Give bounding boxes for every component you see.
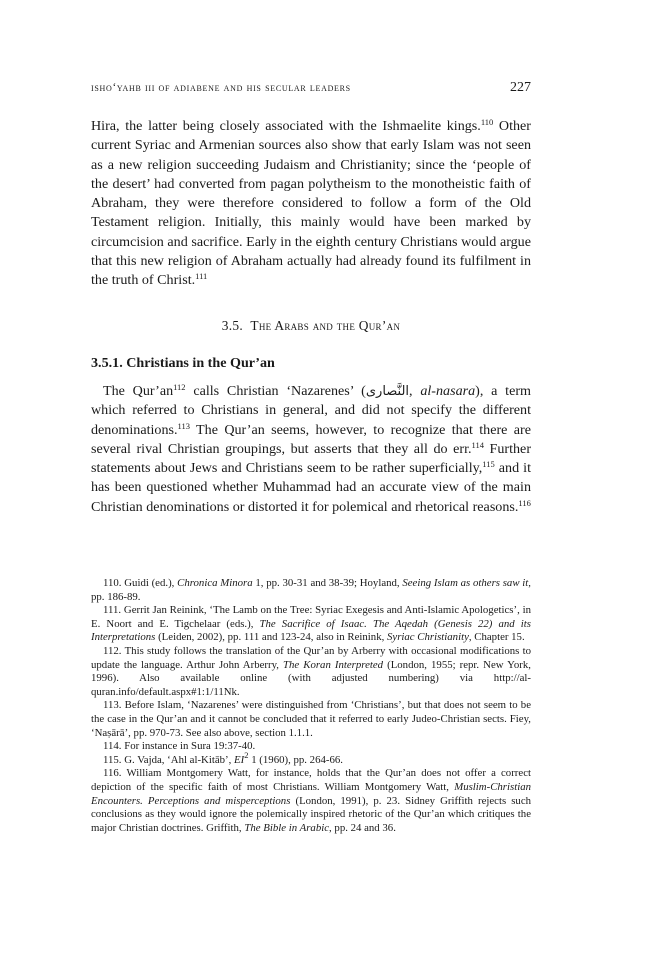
footnote-116: 116. William Montgomery Watt, for instance, holds that the Qur’an does not offer a correct depiction of the specific faith of most Christians. William Montgomery Watt, Muslim-Christian Encounters. Perceptions and misperceptions (London, 1991), p. 23. Sidney Griffith rejects such conclusions as they would ignore the polemically inspired rhetoric of the Qur’an which critiques the major Christian doctrines. Griffith, The Bible in Arabic, pp. 24 and 36. [91, 767, 532, 834]
footnote-115: 115. G. Vajda, ‘Ahl al-Kitāb’, $EI^2$ 1 (1960), pp. 264-66. [103, 749, 343, 766]
footnote-ref-116[interactable]: 116 [518, 497, 531, 508]
footnote-ref-112[interactable]: 112 [173, 382, 186, 392]
page-number: 227 [510, 80, 531, 95]
footnotes [91, 577, 531, 835]
footnote-110: 110. Guidi (ed.), Chronica Minora 1, pp. 30-31 and 38-39; Hoyland, Seeing Islam as others saw it, pp. 186-89. [91, 577, 531, 603]
footnote-ref-110[interactable]: 110 [480, 117, 494, 127]
section-title: The Arabs and the Qur’an [250, 318, 401, 333]
footnote-113: 113. Before Islam, ‘Nazarenes’ were distinguished from ‘Christians’, but that does not seem to be the case in the Qur’an and it cannot be concluded that it referred to early Judeo-Christian sects. Fiey, ‘Naṣārā’, pp. 970-73. See also above, section 1.1.1. [91, 699, 531, 739]
body-paragraph-1: Hira, the latter being closely associated with the Ishmaelite kings.$^{110}$ Other current Syriac and Armenian sources also show that early Islam was not seen as a new religion succeeding Judaism and Christianity; since the ‘people of the desert’ had converted from pagan polytheism to the monotheistic faith of Abraham, they were therefore considered to follow a form of the Old Testament religion. Initially, this mainly would have been marked by circumcision and sacrifice. Early in the eighth century Christians would argue that this new religion of Abraham actually had already found its fulfilment in the truth of Christ.$^{111}$ [91, 117, 531, 289]
subsection-heading: 3.5.1. Christians in the Qur’an [91, 355, 275, 371]
footnote-112: 112. This study follows the translation of the Qur’an by Arberry with occasional modifications to update the language. Arthur John Arberry, The Koran Interpreted (London, 1955; repr. New York, 1996). Also available online (with adjusted numbering) via http://al-quran.info/default.aspx#1:1/11Nk. [91, 644, 531, 698]
footnote-114: 114. For instance in Sura 19:37-40. [103, 740, 256, 753]
footnote-ref-114[interactable]: 114 [471, 439, 484, 450]
arabic-term: النَّصارى [365, 384, 410, 399]
footnote-ref-111[interactable]: 111 [195, 271, 208, 282]
body-paragraph-2: The $Qur’an^{112}$ calls Christian ‘Nazarenes’ (النَّصارى, al-nasara), a term which referred to Christians in general, and did not specify the different denominations.$^{113}$ The Qur’an seems, however, to recognize that there are several rival Christian groupings, but asserts that they all do err.$^{114}$ Further statements about Jews and Christians seem to be rather superficially,$^{115}$ and it has been questioned whether Muhammad had an accurate view of the main Christian denominations or distorted it for polemical and rhetorical reasons.$^{116}$ [91, 382, 532, 515]
footnote-ref-115[interactable]: 115 [482, 459, 495, 470]
footnote-111: 111. Gerrit Jan Reinink, ‘The Lamb on the Tree: Syriac Exegesis and Anti-Islamic Apologetics’, in E. Noort and E. Tigchelaar (eds.), The Sacrifice of Isaac. The Aqedah (Genesis 22) and its Interpretations (Leiden, 2002), pp. 111 and 123-24, also in Reinink, Syriac Christianity, Chapter 15. [91, 604, 531, 644]
running-head [91, 80, 531, 96]
section-heading [91, 318, 531, 334]
footnote-ref-113[interactable]: 113 [177, 420, 190, 431]
section-number: 3.5. [221, 318, 244, 333]
transliteration: al-nasara [420, 383, 476, 399]
running-title: isho‘yahb iii of adiabene and his secular leaders [91, 82, 351, 94]
